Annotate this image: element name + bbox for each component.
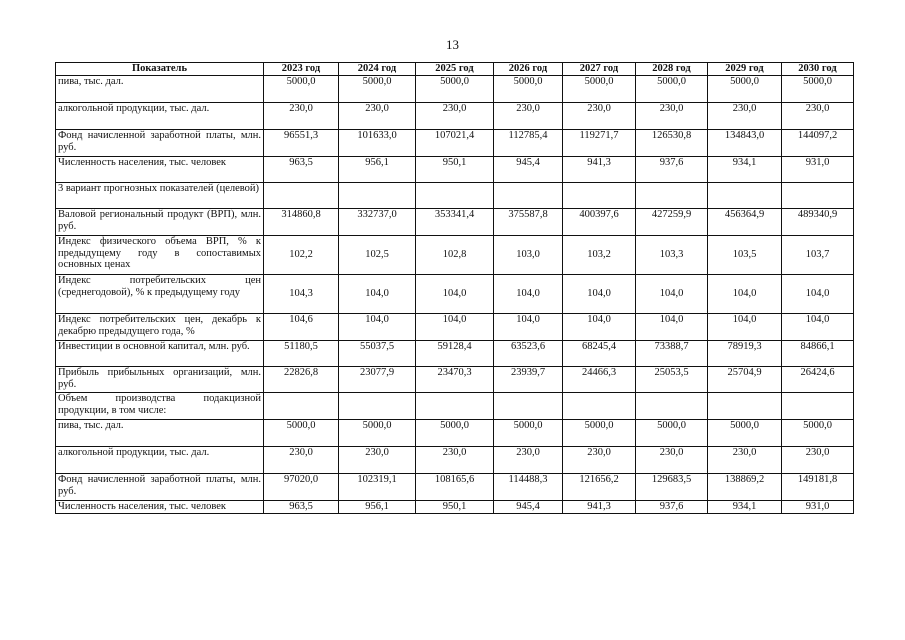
value-cell: 59128,4 [416,341,494,367]
row-label: Фонд начисленной заработной платы, млн. руб. [56,130,264,157]
column-header-year: 2024 год [339,63,416,76]
value-cell: 5000,0 [636,76,708,103]
value-cell: 230,0 [416,103,494,130]
column-header-year: 2026 год [494,63,563,76]
value-cell: 934,1 [708,501,782,514]
value-cell: 68245,4 [563,341,636,367]
value-cell: 5000,0 [264,76,339,103]
value-cell: 941,3 [563,501,636,514]
value-cell [264,183,339,209]
value-cell: 63523,6 [494,341,563,367]
value-cell: 25053,5 [636,367,708,393]
row-label: Численность населения, тыс. человек [56,501,264,514]
row-label: Объем производства подакцизной продукции, в том числе: [56,393,264,420]
value-cell: 97020,0 [264,474,339,501]
value-cell: 102,8 [416,236,494,275]
table-row [56,314,854,341]
value-cell [708,183,782,209]
table-row [56,447,854,474]
value-cell: 26424,6 [782,367,854,393]
value-cell: 931,0 [782,501,854,514]
value-cell: 5000,0 [416,420,494,447]
value-cell: 934,1 [708,157,782,183]
value-cell: 103,5 [708,236,782,275]
table-row [56,209,854,236]
value-cell: 114488,3 [494,474,563,501]
value-cell [264,393,339,420]
row-label: Прибыль прибыльных организаций, млн. руб. [56,367,264,393]
table-row [56,501,854,514]
table-row [56,157,854,183]
value-cell: 230,0 [264,447,339,474]
value-cell: 112785,4 [494,130,563,157]
value-cell: 332737,0 [339,209,416,236]
value-cell [708,393,782,420]
value-cell: 963,5 [264,157,339,183]
value-cell: 230,0 [494,103,563,130]
value-cell [782,183,854,209]
row-label: Численность населения, тыс. человек [56,157,264,183]
value-cell: 950,1 [416,157,494,183]
value-cell: 102319,1 [339,474,416,501]
value-cell [416,183,494,209]
value-cell: 230,0 [708,447,782,474]
value-cell: 945,4 [494,157,563,183]
value-cell [339,183,416,209]
value-cell: 104,0 [563,314,636,341]
table-row [56,183,854,209]
value-cell: 78919,3 [708,341,782,367]
value-cell: 5000,0 [708,420,782,447]
value-cell [636,393,708,420]
value-cell [782,393,854,420]
value-cell: 129683,5 [636,474,708,501]
value-cell: 84866,1 [782,341,854,367]
value-cell: 107021,4 [416,130,494,157]
value-cell: 104,0 [636,275,708,314]
value-cell: 104,0 [708,314,782,341]
value-cell: 956,1 [339,501,416,514]
value-cell: 375587,8 [494,209,563,236]
value-cell: 5000,0 [563,420,636,447]
value-cell: 103,0 [494,236,563,275]
table-row [56,393,854,420]
column-header-year: 2025 год [416,63,494,76]
column-header-year: 2030 год [782,63,854,76]
value-cell: 230,0 [636,103,708,130]
value-cell: 427259,9 [636,209,708,236]
value-cell: 5000,0 [339,76,416,103]
value-cell: 230,0 [494,447,563,474]
value-cell: 104,0 [636,314,708,341]
value-cell: 104,0 [782,275,854,314]
value-cell: 956,1 [339,157,416,183]
value-cell: 23077,9 [339,367,416,393]
column-header-indicator: Показатель [56,63,264,76]
value-cell [563,183,636,209]
value-cell: 102,5 [339,236,416,275]
value-cell: 96551,3 [264,130,339,157]
value-cell: 149181,8 [782,474,854,501]
value-cell: 5000,0 [339,420,416,447]
value-cell: 103,2 [563,236,636,275]
table-row [56,474,854,501]
value-cell: 230,0 [416,447,494,474]
row-label: Индекс потребительских цен (среднегодовой), % к предыдущему году [56,275,264,314]
value-cell: 489340,9 [782,209,854,236]
value-cell: 230,0 [782,103,854,130]
value-cell: 25704,9 [708,367,782,393]
value-cell: 230,0 [563,447,636,474]
column-header-year: 2023 год [264,63,339,76]
row-label: пива, тыс. дал. [56,420,264,447]
value-cell: 22826,8 [264,367,339,393]
value-cell: 104,6 [264,314,339,341]
header-row [56,63,854,76]
value-cell: 104,0 [339,275,416,314]
row-label: алкогольной продукции, тыс. дал. [56,103,264,130]
column-header-year: 2028 год [636,63,708,76]
indicator-table [55,62,854,514]
value-cell: 102,2 [264,236,339,275]
value-cell: 119271,7 [563,130,636,157]
value-cell: 104,0 [782,314,854,341]
value-cell: 937,6 [636,501,708,514]
value-cell: 55037,5 [339,341,416,367]
value-cell: 51180,5 [264,341,339,367]
value-cell: 400397,6 [563,209,636,236]
table-row [56,341,854,367]
value-cell: 230,0 [782,447,854,474]
value-cell: 104,0 [416,314,494,341]
table-row [56,236,854,275]
value-cell: 144097,2 [782,130,854,157]
value-cell: 937,6 [636,157,708,183]
value-cell: 138869,2 [708,474,782,501]
value-cell: 5000,0 [494,420,563,447]
row-label: Валовой региональный продукт (ВРП), млн. руб. [56,209,264,236]
value-cell: 103,7 [782,236,854,275]
value-cell: 931,0 [782,157,854,183]
value-cell: 314860,8 [264,209,339,236]
value-cell [416,393,494,420]
value-cell: 104,0 [494,275,563,314]
column-header-year: 2029 год [708,63,782,76]
value-cell: 104,0 [708,275,782,314]
value-cell [339,393,416,420]
value-cell: 456364,9 [708,209,782,236]
value-cell: 5000,0 [416,76,494,103]
value-cell: 5000,0 [782,420,854,447]
value-cell: 230,0 [339,103,416,130]
value-cell: 108165,6 [416,474,494,501]
value-cell: 24466,3 [563,367,636,393]
table-body [56,76,854,514]
value-cell: 230,0 [339,447,416,474]
value-cell: 230,0 [264,103,339,130]
value-cell: 950,1 [416,501,494,514]
value-cell [636,183,708,209]
value-cell: 104,0 [416,275,494,314]
value-cell: 73388,7 [636,341,708,367]
value-cell: 230,0 [636,447,708,474]
row-label: Индекс потребительских цен, декабрь к декабрю предыдущего года, % [56,314,264,341]
row-label: пива, тыс. дал. [56,76,264,103]
value-cell: 230,0 [563,103,636,130]
page-number: 13 [446,37,459,52]
value-cell: 941,3 [563,157,636,183]
value-cell: 5000,0 [494,76,563,103]
value-cell: 353341,4 [416,209,494,236]
value-cell: 104,0 [494,314,563,341]
value-cell: 5000,0 [563,76,636,103]
row-label: алкогольной продукции, тыс. дал. [56,447,264,474]
row-label: Фонд начисленной заработной платы, млн. руб. [56,474,264,501]
table-row [56,275,854,314]
value-cell: 23470,3 [416,367,494,393]
value-cell: 5000,0 [708,76,782,103]
value-cell: 963,5 [264,501,339,514]
row-label: Инвестиции в основной капитал, млн. руб. [56,341,264,367]
value-cell: 23939,7 [494,367,563,393]
column-header-year: 2027 год [563,63,636,76]
value-cell: 104,0 [563,275,636,314]
table-row [56,420,854,447]
row-label: Индекс физического объема ВРП, % к предыдущему году в сопоставимых основных ценах [56,236,264,275]
value-cell: 5000,0 [782,76,854,103]
row-label: 3 вариант прогнозных показателей (целевой) [56,183,264,209]
value-cell [494,183,563,209]
value-cell: 121656,2 [563,474,636,501]
table-row [56,367,854,393]
table-row [56,103,854,130]
value-cell: 5000,0 [264,420,339,447]
value-cell: 103,3 [636,236,708,275]
value-cell: 126530,8 [636,130,708,157]
value-cell: 5000,0 [636,420,708,447]
value-cell: 104,0 [339,314,416,341]
value-cell [563,393,636,420]
value-cell: 101633,0 [339,130,416,157]
value-cell: 134843,0 [708,130,782,157]
value-cell: 104,3 [264,275,339,314]
value-cell [494,393,563,420]
table-row [56,76,854,103]
table-row [56,130,854,157]
value-cell: 945,4 [494,501,563,514]
value-cell: 230,0 [708,103,782,130]
